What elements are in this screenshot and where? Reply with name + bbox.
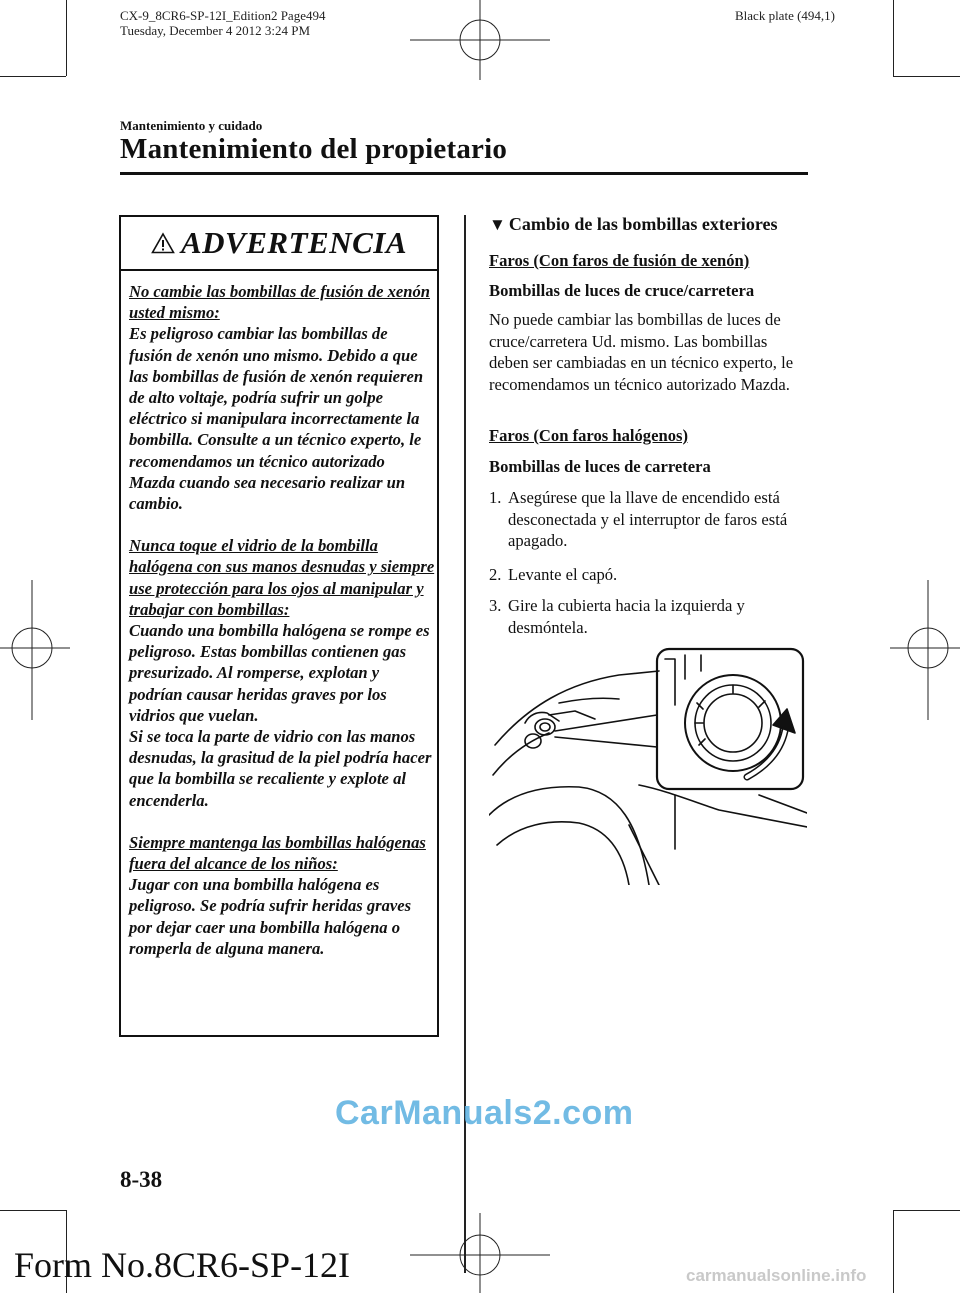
registration-mark-top (410, 0, 550, 80)
exterior-bulbs-heading (489, 214, 809, 236)
step-item (489, 487, 809, 552)
warning-box (119, 215, 439, 1037)
crop-mark (893, 1210, 960, 1211)
step-text: Gire la cubierta hacia la izquierda y desmóntela. (508, 596, 745, 637)
page-number: 8-38 (120, 1167, 163, 1192)
crop-mark (66, 0, 67, 76)
headlight-cover-illustration (489, 645, 807, 885)
exterior-bulbs-heading-text: Cambio de las bombillas exteriores (508, 214, 778, 234)
xenon-text: No puede cambiar las bombillas de luces de cruce/carretera Ud. mismo. Las bombillas deben ser cambiadas en un técnico experto, le recomendamos un técnico autorizado Mazda. (489, 310, 794, 394)
crop-mark (893, 0, 894, 76)
warning-children-text: Jugar con una bombilla halógena es peligroso. Se podría sufrir heridas graves por dejar caer una bombilla halógena o romperla de alguna manera. (129, 875, 412, 958)
form-number: Form No.8CR6-SP-12I (14, 1245, 351, 1285)
step-number: 1. (489, 488, 502, 507)
title-rule (120, 172, 808, 175)
watermark-carmanualsonline: carmanualsonline.info (686, 1266, 867, 1285)
warning-body (129, 281, 435, 959)
warning-halogen-text-1: Cuando una bombilla halógena se rompe es peligroso. Estas bombillas contienen gas presurizado. Al romperse, explotan y podrían causar heridas graves por los vidrios que vuelan. (129, 621, 430, 725)
section-label: Mantenimiento y cuidado (120, 118, 263, 133)
warning-halogen-text-2: Si se toca la parte de vidrio con las manos desnudas, la grasitud de la piel podría hacer que la bombilla se recaliente y explote al encenderla. (129, 727, 432, 810)
warning-halogen-heading: Nunca toque el vidrio de la bombilla halógena con sus manos desnudas y siempre use protección para los ojos al manipular y trabajar con bombillas: (129, 536, 435, 619)
warning-children-heading: Siempre mantenga las bombillas halógenas fuera del alcance de los niños: (129, 832, 426, 874)
step-item (489, 564, 809, 586)
step-number: 2. (489, 565, 502, 584)
warning-xenon-text: Es peligroso cambiar las bombillas de fusión de xenón uno mismo. Debido a que las bombillas de fusión de xenón requieren de alto voltaje, podría sufrir un golpe eléctrico si manipulara incorrectamente la bombilla. Consulte a un técnico experto, le recomendamos un técnico autorizado Mazda cuando sea necesario realizar un cambio. (129, 324, 424, 514)
heading-marker-icon: ▼ (489, 215, 506, 234)
step-text: Asegúrese que la llave de encendido está desconectada y el interruptor de faros está apagado. (508, 488, 788, 550)
xenon-subtitle: Bombillas de luces de cruce/carretera (489, 281, 755, 300)
plate-info: Black plate (494,1) (735, 8, 835, 23)
xenon-section-title: Faros (Con faros de fusión de xenón) (489, 251, 750, 270)
warning-title: ADVERTENCIA (180, 225, 407, 260)
crop-mark (893, 1210, 894, 1293)
warning-header (121, 217, 437, 271)
halogen-section-title: Faros (Con faros halógenos) (489, 426, 688, 445)
printer-info (120, 8, 325, 38)
registration-mark-right (890, 580, 960, 720)
crop-mark (0, 76, 66, 77)
step-number: 3. (489, 596, 502, 615)
halogen-subtitle: Bombillas de luces de carretera (489, 457, 711, 476)
crop-mark (893, 76, 960, 77)
page-title: Mantenimiento del propietario (120, 133, 508, 165)
registration-mark-bottom (410, 1213, 550, 1293)
printer-info-date: Tuesday, December 4 2012 3:24 PM (120, 23, 311, 38)
crop-mark (0, 1210, 66, 1211)
warning-xenon-heading: No cambie las bombillas de fusión de xenón usted mismo: (129, 282, 430, 323)
step-text: Levante el capó. (508, 565, 618, 584)
watermark-carmanuals2: CarManuals2.com (335, 1094, 634, 1132)
printer-info-file: CX-9_8CR6-SP-12I_Edition2 Page494 (120, 8, 326, 23)
registration-mark-left (0, 580, 70, 720)
warning-triangle-icon (151, 232, 175, 254)
step-item (489, 595, 809, 638)
